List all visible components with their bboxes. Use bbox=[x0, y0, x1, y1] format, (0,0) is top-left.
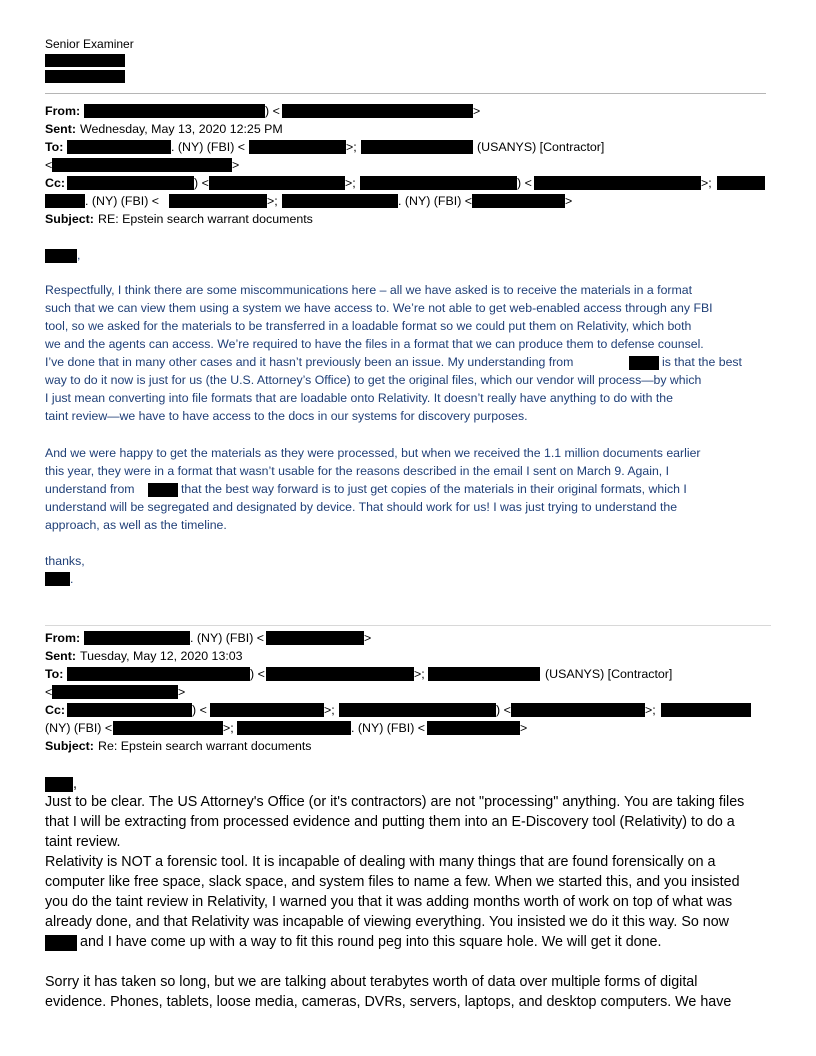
to-text: > bbox=[232, 158, 240, 172]
redaction-bar bbox=[661, 703, 751, 717]
body-line: this year, they were in a format that wasn’t usable for the reasons described in the email I sent on March 9. Again, I bbox=[45, 464, 670, 478]
redaction-bar bbox=[84, 104, 265, 118]
subject-value: RE: Epstein search warrant documents bbox=[98, 212, 313, 226]
to-label: To: bbox=[45, 140, 64, 154]
body-line: tool, so we asked for the materials to be transferred in a loadable format so we could put them on Relativity, which both bbox=[45, 319, 692, 333]
redaction-bar bbox=[282, 194, 398, 208]
body-line: approach, as well as the timeline. bbox=[45, 518, 227, 532]
to-text: < bbox=[45, 685, 53, 699]
redaction-bar bbox=[534, 176, 701, 190]
body-line: such that we can view them using a system we have access to. We’re not able to get web-enabled access through any FBI bbox=[45, 301, 713, 315]
header-separator bbox=[45, 93, 766, 94]
body-line: And we were happy to get the materials as they were processed, but when we received the 1.1 million documents earlier bbox=[45, 446, 701, 460]
redaction-bar bbox=[249, 140, 346, 154]
greeting-comma: , bbox=[73, 776, 77, 792]
sent-label: Sent: bbox=[45, 649, 76, 663]
body-line: Just to be clear. The US Attorney's Office (or it's contractors) are not "processing" anything. You are taking files bbox=[45, 794, 745, 810]
from-label: From: bbox=[45, 631, 81, 645]
redaction-bar bbox=[148, 483, 178, 497]
redaction-bar bbox=[237, 721, 351, 735]
to-text: < bbox=[45, 158, 53, 172]
redaction-bar bbox=[282, 104, 473, 118]
body-line: I’ve done that in many other cases and it hasn’t previously been an issue. My understanding from bbox=[45, 355, 574, 369]
to-text: >; bbox=[346, 140, 357, 154]
body-line: Sorry it has taken so long, but we are talking about terabytes worth of data over multiple forms of digital bbox=[45, 974, 698, 990]
redaction-bar bbox=[67, 140, 171, 154]
redaction-bar bbox=[427, 721, 520, 735]
redaction-bar bbox=[45, 935, 77, 951]
redaction-bar bbox=[360, 176, 517, 190]
body-line: taint review—we have to have access to the docs in our systems for discovery purposes. bbox=[45, 409, 528, 423]
redaction-bar bbox=[67, 176, 194, 190]
signature-title: Senior Examiner bbox=[45, 37, 134, 51]
cc-text: >; bbox=[701, 176, 712, 190]
sent-value: Wednesday, May 13, 2020 12:25 PM bbox=[80, 122, 283, 136]
cc-text: . (NY) (FBI) < bbox=[398, 194, 472, 208]
body-line: we and the agents can access. We’re required to have the files in a format that we can produce them to defense counsel. bbox=[45, 337, 704, 351]
cc-text: > bbox=[565, 194, 573, 208]
to-text: >; bbox=[414, 667, 425, 681]
subject-label: Subject: bbox=[45, 739, 94, 753]
to-text: > bbox=[178, 685, 186, 699]
redaction-bar bbox=[717, 176, 765, 190]
sent-label: Sent: bbox=[45, 122, 76, 136]
cc-text: . (NY) (FBI) < bbox=[351, 721, 425, 735]
sent-value: Tuesday, May 12, 2020 13:03 bbox=[80, 649, 243, 663]
subject-value: Re: Epstein search warrant documents bbox=[98, 739, 312, 753]
cc-label: Cc: bbox=[45, 176, 65, 190]
redaction-bar bbox=[67, 703, 192, 717]
cc-text: . (NY) (FBI) < bbox=[85, 194, 159, 208]
body-line: evidence. Phones, tablets, loose media, cameras, DVRs, servers, laptops, and desktop computers. We have bbox=[45, 994, 732, 1010]
body-line: you do the taint review in Relativity, I warned you that it was adding months worth of work on top of what was bbox=[45, 894, 733, 910]
redaction-bar bbox=[45, 54, 125, 67]
body-line: I just mean converting into file formats that are loadable onto Relativity. It doesn’t really have anything to do with the bbox=[45, 391, 673, 405]
email-separator bbox=[45, 625, 771, 626]
from-label: From: bbox=[45, 104, 81, 118]
redaction-bar bbox=[266, 631, 364, 645]
cc-text: >; bbox=[223, 721, 234, 735]
cc-label: Cc: bbox=[45, 703, 65, 717]
redaction-bar bbox=[428, 667, 540, 681]
redaction-bar bbox=[511, 703, 645, 717]
cc-text: >; bbox=[645, 703, 656, 717]
cc-text: >; bbox=[324, 703, 335, 717]
redaction-bar bbox=[361, 140, 473, 154]
redaction-bar bbox=[45, 572, 70, 586]
cc-text: ) < bbox=[496, 703, 511, 717]
cc-text: >; bbox=[345, 176, 356, 190]
redaction-bar bbox=[52, 158, 232, 172]
redaction-bar bbox=[113, 721, 223, 735]
body-line: that I will be extracting from processed evidence and putting them into an E-Discovery tool (Relativity) to do a bbox=[45, 814, 735, 830]
body-line: and I have come up with a way to fit this round peg into this square hole. We will get it done. bbox=[80, 934, 662, 950]
from-text: > bbox=[364, 631, 372, 645]
redaction-bar bbox=[339, 703, 496, 717]
body-line: understand from bbox=[45, 482, 135, 496]
from-text: ) < bbox=[265, 104, 280, 118]
body-line: way to do it now is just for us (the U.S. Attorney’s Office) to get the original files, which our vendor will process—by which bbox=[45, 373, 702, 387]
cc-text: >; bbox=[267, 194, 278, 208]
body-line: understand will be segregated and designated by device. That should work for us! I was just trying to understand the bbox=[45, 500, 678, 514]
body-line: that the best way forward is to just get copies of the materials in their original formats, which I bbox=[181, 482, 687, 496]
redaction-bar bbox=[45, 777, 73, 792]
to-label: To: bbox=[45, 667, 64, 681]
redaction-bar bbox=[629, 356, 659, 370]
cc-text: > bbox=[520, 721, 528, 735]
cc-text: ) < bbox=[517, 176, 532, 190]
to-text: (USANYS) [Contractor] bbox=[477, 140, 605, 154]
body-line: is that the best bbox=[662, 355, 742, 369]
body-line: Respectfully, I think there are some miscommunications here – all we have asked is to receive the materials in a format bbox=[45, 283, 693, 297]
body-line: already done, and that Relativity was incapable of viewing everything. You insisted we do it this way. So now bbox=[45, 914, 730, 930]
to-text: ) < bbox=[250, 667, 265, 681]
redaction-bar bbox=[210, 703, 324, 717]
body-line: computer like free space, slack space, and system files to name a few. When we started this, and you insisted bbox=[45, 874, 740, 890]
from-text: . (NY) (FBI) < bbox=[190, 631, 264, 645]
redaction-bar bbox=[169, 194, 267, 208]
redaction-bar bbox=[45, 70, 125, 83]
redaction-bar bbox=[52, 685, 178, 699]
redaction-bar bbox=[45, 249, 77, 263]
cc-text: ) < bbox=[194, 176, 209, 190]
redaction-bar bbox=[84, 631, 190, 645]
body-line: Relativity is NOT a forensic tool. It is incapable of dealing with many things that are found forensically on a bbox=[45, 854, 716, 870]
greeting-comma: , bbox=[77, 248, 81, 262]
body-line: taint review. bbox=[45, 834, 121, 850]
to-text: . (NY) (FBI) < bbox=[171, 140, 245, 154]
redaction-bar bbox=[45, 194, 85, 208]
redaction-bar bbox=[472, 194, 565, 208]
redaction-bar bbox=[209, 176, 345, 190]
to-text: (USANYS) [Contractor] bbox=[545, 667, 673, 681]
signoff-period: . bbox=[70, 572, 74, 586]
from-text: > bbox=[473, 104, 481, 118]
cc-text: ) < bbox=[192, 703, 207, 717]
subject-label: Subject: bbox=[45, 212, 94, 226]
redaction-bar bbox=[67, 667, 250, 681]
redaction-bar bbox=[266, 667, 414, 681]
closing: thanks, bbox=[45, 554, 85, 568]
cc-text: (NY) (FBI) < bbox=[45, 721, 113, 735]
